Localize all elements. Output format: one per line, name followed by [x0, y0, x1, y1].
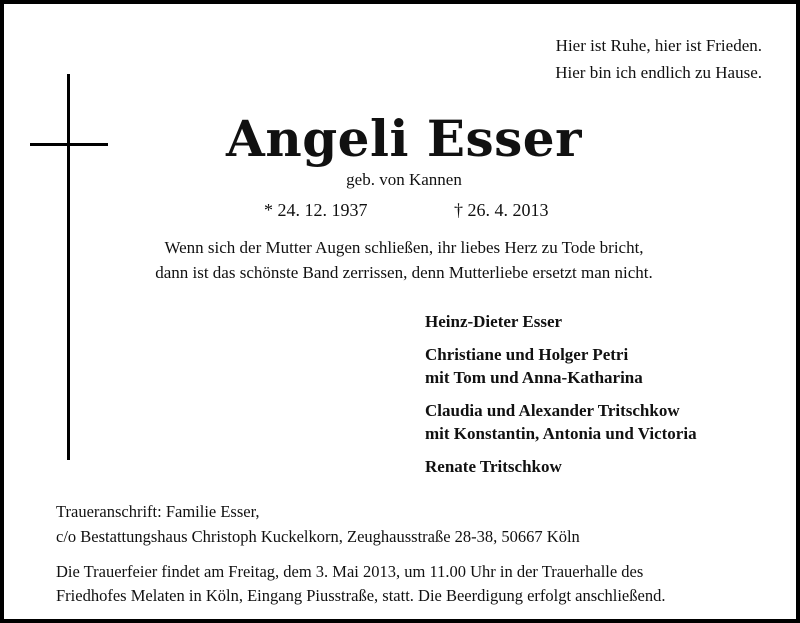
- address-line-1: Traueranschrift: Familie Esser,: [56, 502, 260, 521]
- mourner-group: [425, 455, 697, 478]
- mourner-line: mit Tom und Anna-Katharina: [425, 368, 643, 387]
- mourner-group: [425, 343, 697, 389]
- ceremony-line-1: Die Trauerfeier findet am Freitag, dem 3. Mai 2013, um 11.00 Uhr in der Trauerhalle des: [56, 562, 644, 581]
- ceremony-info: [56, 560, 772, 608]
- poem-line-1: Wenn sich der Mutter Augen schließen, ihr liebes Herz zu Tode bricht,: [164, 238, 644, 257]
- motto: [555, 32, 762, 86]
- mourner-group: [425, 399, 697, 445]
- birth-date: * 24. 12. 1937: [264, 200, 368, 220]
- mourner-line: Heinz-Dieter Esser: [425, 312, 563, 331]
- deceased-name: Angeli Esser: [226, 109, 582, 168]
- mourner-line: Renate Tritschkow: [425, 457, 562, 476]
- death-date: † 26. 4. 2013: [454, 200, 549, 220]
- mourner-group: [425, 310, 697, 333]
- ceremony-line-2: Friedhofes Melaten in Köln, Eingang Piusstraße, statt. Die Beerdigung erfolgt anschließend.: [56, 586, 666, 605]
- poem: [4, 235, 800, 285]
- mourner-line: mit Konstantin, Antonia und Victoria: [425, 424, 697, 443]
- poem-line-2: dann ist das schönste Band zerrissen, denn Mutterliebe ersetzt man nicht.: [155, 263, 653, 282]
- mourning-address: [56, 499, 580, 549]
- mourner-line: Christiane und Holger Petri: [425, 345, 629, 364]
- motto-line-2: Hier bin ich endlich zu Hause.: [555, 63, 762, 82]
- birth-name: geb. von Kannen: [346, 170, 462, 189]
- mourner-line: Claudia und Alexander Tritschkow: [425, 401, 680, 420]
- mourners-list: [425, 310, 697, 488]
- motto-line-1: Hier ist Ruhe, hier ist Frieden.: [555, 36, 762, 55]
- address-line-2: c/o Bestattungshaus Christoph Kuckelkorn, Zeughausstraße 28-38, 50667 Köln: [56, 527, 580, 546]
